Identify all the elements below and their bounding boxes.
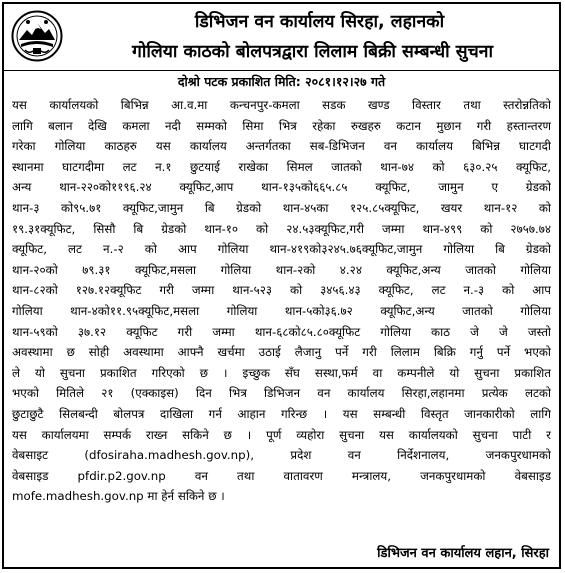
body-line: mofe.madhesh.gov.np मा हेर्न सकिने छ । [12,489,225,504]
body-line: ले यो सुचना प्रकाशित गरिएको छ । इच्छुक सँघ सस्था,फर्म वा कम्पनीले यो सुचना प्रकाशित [12,365,551,380]
body-line: गोलिया थान-४को११.९५क्यूफिट,मसला गोलिया थान-५को३६.७२ क्यूफिट,अन्य जातको गोलिया [12,303,551,318]
body-line: स्थानमा घाटगदीमा लट न.१ छुटयाई राखेका सिमल जातको थान-७४ को ६३०.२५ क्यूफिट, [12,159,551,174]
body-line: थान-३ को९५.७१ क्यूफिट,जामुन बि ग्रेडको थान-४५का १२५.८५क्यूफिट, खयर थान-१२ को [12,200,551,215]
publication-date: दोश्रो पटक प्रकाशित मिति: २०८१।१२।२७ गते [177,74,386,89]
office-title: डिभिजन वन कार्यालय सिरहा, लहानको [194,12,445,32]
body-line: लागि बलान देखि कमला नदी सम्मको सिमा भित्र रहेका रुखहरु कटान मुछान गरी हस्तान्तरण [12,118,551,133]
body-line: यस कार्यालयको बिभिन्न आ.व.मा कन्चनपुर-कमला सडक खण्ड विस्तार तथा स्तरोन्नतिको [12,98,551,112]
body-line: यस कार्यालयमा सम्पर्क राख्न सकिने छ । पूर्ण व्यहोरा सुचना यस कार्यालयको सुचना पाटी र [12,427,551,442]
body-line: वेबसाइट (dfosiraha.madhesh.gov.np), प्रदेश वन निर्देशनालय, जनकपुरधामको [12,448,551,463]
government-forest-emblem-icon [11,10,63,62]
body-line: क्यूफिट, लट न.-२ को आप गोलिया थान-४१९को३२४५.७६क्यूफिट,जामुन गोलिया बि ग्रेडको [12,242,551,257]
body-line: थान-२०को ७९.३१ क्यूफिट,मसला गोलिया थान-२को ४.२४ क्यूफिट,अन्य जातको गोलिया [12,262,551,277]
auction-notice [2,2,561,569]
signature: डिभिजन वन कार्यालय लहान, सिरहा [377,546,549,561]
body-line: अन्य थान-२२०को११९६.२४ क्यूफिट,आप थान-१३५को६६५.८५ क्यूफिट, जामुन ए ग्रेडको [12,180,551,195]
notice-body [12,95,551,507]
body-line: गरेका गोलिया काठहरु यस कार्यालय अन्तर्गतका सब-डिभिजन वन कार्यालय बिभिन्न घाटगदी [12,139,551,154]
body-line: भएको मितिले २१ (एक्काइस) दिन भित्र डिभिजन वन कार्यालय सिरहा,लहानमा प्रत्येक लटको [12,386,551,401]
body-line: १९.३१क्यूफिट, सिसौ बि ग्रेडको थान-१० को २४.५३क्यूफिट,गरी जम्मा थान-४९९ को २७५७.७४ [12,221,551,236]
notice-header [4,4,559,71]
body-line: अवस्थामा छ सोही अवस्थामा आफ्नै खर्चमा उठाई लैजानु पर्ने गरी लिलाम बिक्रि गर्नु पर्ने भएको [12,345,551,360]
notice-title: गोलिया काठको बोलपत्रद्वारा लिलाम बिक्री सम्बन्धी सुचना [131,42,493,62]
body-line: छुटाछुटै सिलबन्दी बोलपत्र दाखिला गर्न आहान गरिन्छ । यस सम्बन्धी विस्तृत जानकारीको लागि [12,406,551,421]
body-line: वेबसाइड pfdir.p2.gov.np वन तथा वातावरण मन्त्रालय, जनकपुरधामको वेबसाइड [12,468,551,483]
body-line: थान-८२को १२७.१२क्यूफिट गरी जम्मा थान-५२३ को ३४५६.४३ क्यूफिट, लट न.-३ को आप [12,283,551,298]
body-line: थान-५९को ३७.१२ क्यूफिट गरी जम्मा थान-६८को८५.८०क्यूफिट गोलिया काठ जे जे जस्तो [12,324,551,339]
